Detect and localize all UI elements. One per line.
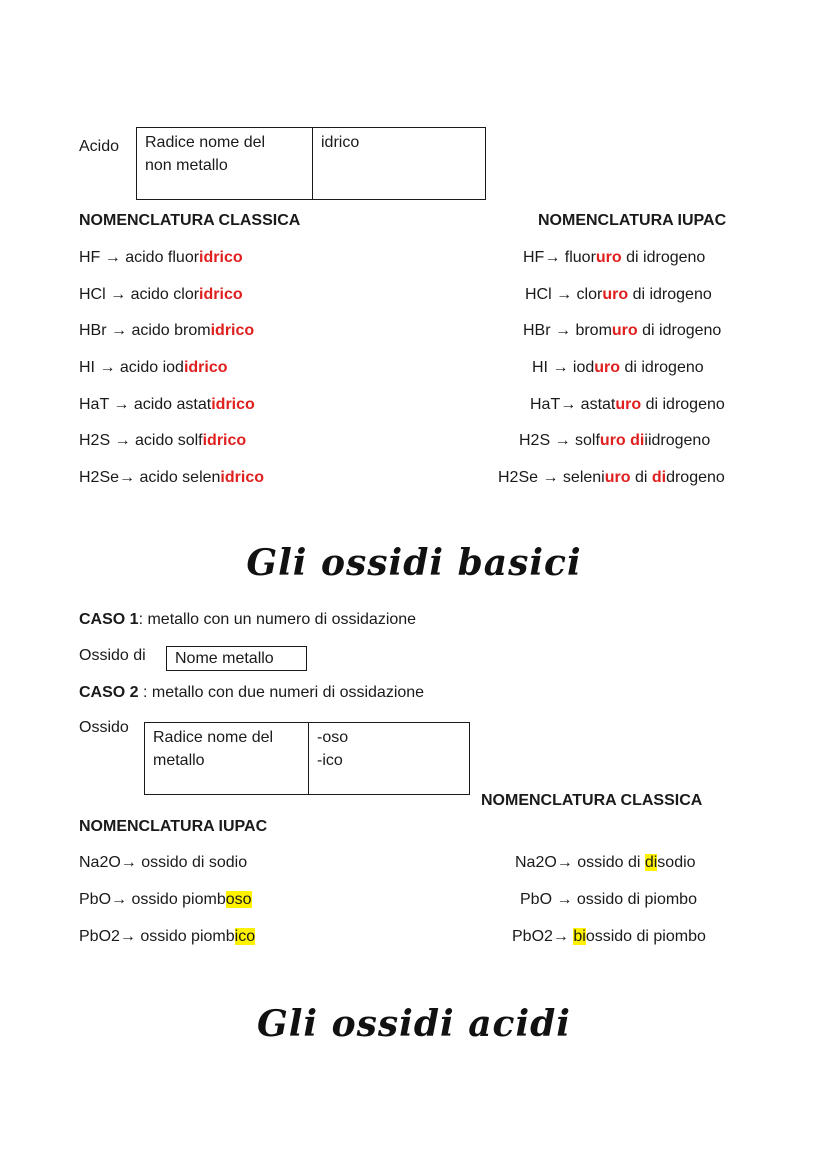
acid-label: Acido <box>79 138 120 155</box>
oxides-classic-heading: NOMENCLATURA CLASSICA <box>481 792 703 809</box>
list-item: PbO → ossido di piombo <box>520 891 697 908</box>
list-item: HCl → acido cloridrico <box>79 286 243 303</box>
list-item: H2S → acido solfidrico <box>79 432 247 449</box>
list-item: H2Se → seleniuro di didrogeno <box>498 469 725 486</box>
acid-template-root-cell <box>137 128 312 199</box>
acid-template-root-line2: non metallo <box>145 157 228 174</box>
list-item: HaT→ astaturo di idrogeno <box>530 396 725 413</box>
ossido-label: Ossido <box>79 719 129 736</box>
oxide-template-root-line1: Radice nome del <box>153 729 274 746</box>
acid-template-suffix-cell <box>312 128 485 199</box>
oxide-template-root-cell <box>145 723 308 794</box>
acid-oxides-title: Gli ossidi acidi <box>256 1003 571 1045</box>
acid-template-suffix: idrico <box>321 134 360 151</box>
list-item: PbO→ ossido piomboso <box>79 891 252 908</box>
list-item: HI → acido iodidrico <box>79 359 228 376</box>
caso1-line: CASO 1: metallo con un numero di ossidazione <box>79 611 417 628</box>
acid-template-root-line1: Radice nome del <box>145 134 266 151</box>
list-item: HF→ fluoruro di idrogeno <box>523 249 706 266</box>
list-item: Na2O→ ossido di disodio <box>515 854 696 871</box>
oxides-iupac-heading: NOMENCLATURA IUPAC <box>79 818 268 835</box>
list-item: HI → ioduro di idrogeno <box>532 359 704 376</box>
list-item: HF → acido fluoridrico <box>79 249 243 266</box>
basic-oxides-title: Gli ossidi basici <box>246 542 582 584</box>
list-item: PbO2→ ossido piombico <box>79 928 256 945</box>
list-item: H2S → solfuro diiidrogeno <box>519 432 711 449</box>
nome-metallo-text: Nome metallo <box>175 650 274 667</box>
nome-metallo-box <box>166 646 307 671</box>
hydracids-classic-heading: NOMENCLATURA CLASSICA <box>79 212 301 229</box>
list-item: HBr → bromuro di idrogeno <box>523 322 722 339</box>
list-item: Na2O→ ossido di sodio <box>79 854 248 871</box>
caso2-line: CASO 2 : metallo con due numeri di ossidazione <box>79 684 425 701</box>
acid-template-box <box>136 127 486 200</box>
list-item: HaT → acido astatidrico <box>79 396 255 413</box>
oxide-template-box <box>144 722 470 795</box>
list-item: HBr → acido bromidrico <box>79 322 255 339</box>
oxide-template-root-line2: metallo <box>153 752 205 769</box>
hydracids-iupac-heading: NOMENCLATURA IUPAC <box>538 212 727 229</box>
oxide-template-suffix-ico: -ico <box>317 752 343 769</box>
list-item: H2Se→ acido selenidrico <box>79 469 264 486</box>
list-item: HCl → cloruro di idrogeno <box>525 286 712 303</box>
list-item: PbO2→ biossido di piombo <box>512 928 706 945</box>
ossido-di-label: Ossido di <box>79 647 146 664</box>
oxide-template-suffix-oso: -oso <box>317 729 349 746</box>
oxide-template-suffix-cell <box>308 723 469 794</box>
